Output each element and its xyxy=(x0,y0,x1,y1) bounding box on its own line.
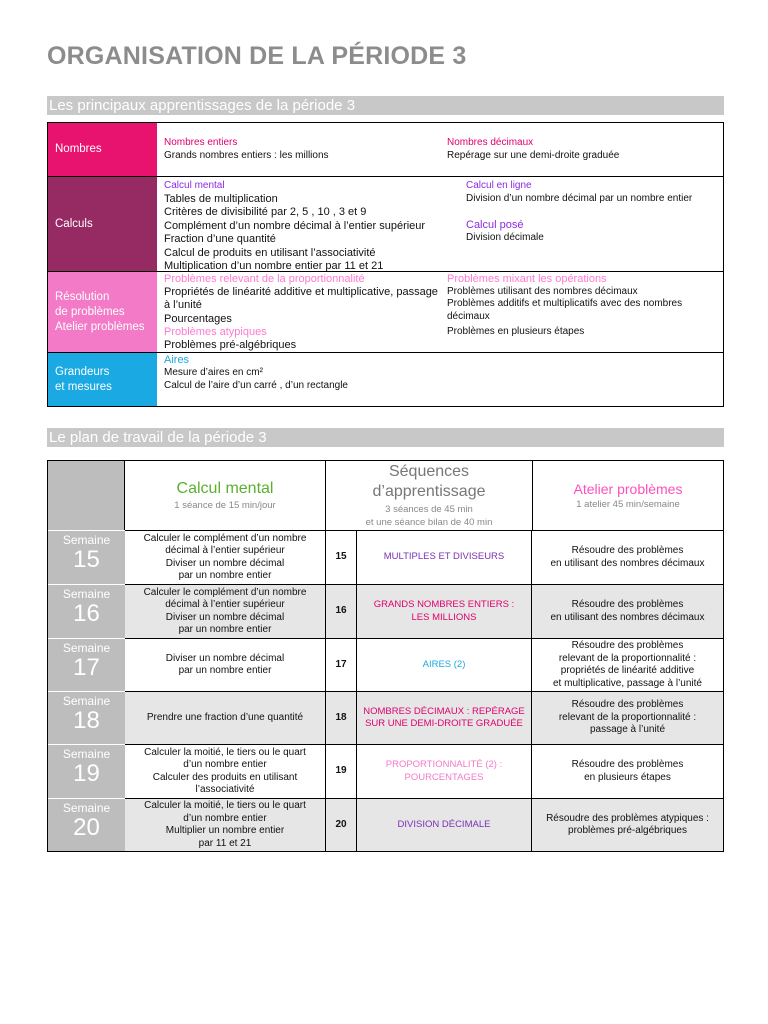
atelier-line: passage à l’unité xyxy=(589,724,666,736)
nombres-right xyxy=(447,137,619,162)
sequence-cell xyxy=(357,639,532,691)
calcul-line: Prendre une fraction d’une quantité xyxy=(146,711,304,723)
seq-line: SUR UNE DEMI-DROITE GRADUÉE xyxy=(365,718,523,729)
calcul-line: Calculer la moitié, le tiers ou le quart xyxy=(144,800,306,811)
atelier-cell xyxy=(532,639,723,691)
label-line: et mesures xyxy=(55,380,112,393)
header-calcul-sub: 1 séance de 15 min/jour xyxy=(174,500,276,511)
sequence-number: 16 xyxy=(326,585,357,638)
atelier-cell xyxy=(532,692,723,744)
label-line: Résolution xyxy=(55,290,110,303)
atelier-line: en utilisant des nombres décimaux xyxy=(550,611,705,623)
seq-line: LES MILLIONS xyxy=(411,611,477,623)
calcul-line: Complément d’un nombre décimal à l’entier supérieur xyxy=(164,219,426,232)
table-row xyxy=(125,691,723,744)
resolution-line: Pourcentages xyxy=(164,312,232,325)
resolution-line: décimaux xyxy=(447,310,490,322)
header-atelier-title: Atelier problèmes xyxy=(573,481,683,497)
table-row xyxy=(125,584,723,638)
label-line: Grandeurs xyxy=(55,365,110,378)
atelier-line: Résoudre des problèmes xyxy=(571,545,684,556)
resolution-left xyxy=(164,273,438,352)
calcul-line: Calculer le complément d’un nombre xyxy=(143,532,307,544)
calcul-line: Calcul de produits en utilisant l’associativité xyxy=(164,246,376,259)
header-atelier-sub: 1 atelier 45 min/semaine xyxy=(576,499,680,510)
sequence-number: 15 xyxy=(326,531,357,584)
sequence-cell xyxy=(357,531,532,584)
label-nombres: Nombres xyxy=(48,123,157,176)
resolution-line: Problèmes pré-algébriques xyxy=(164,338,297,351)
seq-line: AIRES (2) xyxy=(422,658,466,670)
atelier-cell xyxy=(532,585,723,638)
week-cell xyxy=(48,638,125,691)
week-label: Semaine xyxy=(62,533,111,547)
label-resolution xyxy=(48,272,157,352)
grandeurs-left xyxy=(164,354,348,393)
atelier-line: problèmes pré-algébriques xyxy=(568,825,687,836)
calcul-line: Multiplier un nombre entier xyxy=(165,825,285,836)
week-label: Semaine xyxy=(62,641,111,655)
apprentissages-table xyxy=(47,122,724,407)
calcul-mental-cell xyxy=(125,531,326,584)
calcul-line: Diviser un nombre décimal xyxy=(165,611,285,623)
table-row xyxy=(125,798,723,851)
header-seq-title xyxy=(326,462,532,502)
calcul-line: d’un nombre entier xyxy=(183,812,267,824)
atelier-line: Résoudre des problèmes xyxy=(571,640,684,651)
week-cell xyxy=(48,744,125,798)
sequence-cell xyxy=(357,585,532,638)
week-number: 16 xyxy=(73,600,100,627)
sequence-cell xyxy=(357,745,532,798)
calcul-line: décimal à l’entier supérieur xyxy=(165,545,285,556)
row-grandeurs xyxy=(48,352,723,406)
atelier-cell xyxy=(532,531,723,584)
calcul-line: Multiplication d’un nombre entier par 11 et 21 xyxy=(164,260,384,272)
calcul-line: l’associativité xyxy=(195,784,255,795)
table-row xyxy=(125,530,723,584)
seq-line: GRANDS NOMBRES ENTIERS : xyxy=(373,599,515,610)
calcul-line: Calculer le complément d’un nombre xyxy=(143,586,307,598)
week-number: 18 xyxy=(73,707,100,734)
nombres-decimaux-line: Repérage sur une demi-droite graduée xyxy=(447,149,620,161)
calcul-mental-title: Calcul mental xyxy=(164,180,225,191)
week-number: 17 xyxy=(73,654,100,681)
row-nombres xyxy=(48,123,723,176)
week-label: Semaine xyxy=(62,801,111,815)
resolution-line: Problèmes utilisant des nombres décimaux xyxy=(447,285,638,297)
atelier-line: Résoudre des problèmes atypiques : xyxy=(546,812,709,824)
week-label: Semaine xyxy=(62,694,111,708)
calcul-en-ligne-line: Division d’un nombre décimal par un nombre entier xyxy=(466,192,693,204)
atelier-line: et multiplicative, passage à l’unité xyxy=(553,677,702,689)
header-seq-subline: 3 séances de 45 min xyxy=(385,504,473,515)
header-calcul xyxy=(125,461,326,530)
header-calcul-title: Calcul mental xyxy=(176,480,274,497)
resolution-line: Problèmes additifs et multiplicatifs avec des nombres xyxy=(447,298,683,309)
week-number: 20 xyxy=(73,814,100,841)
header-seq-subline: et une séance bilan de 40 min xyxy=(365,517,493,528)
atelier-cell xyxy=(532,745,723,798)
week-number: 15 xyxy=(73,546,100,573)
label-line: Atelier problèmes xyxy=(55,320,145,333)
header-seq-line: d’apprentissage xyxy=(372,483,486,500)
header-corner xyxy=(48,461,125,530)
calcul-line: Diviser un nombre décimal xyxy=(165,557,285,569)
atelier-line: Résoudre des problèmes xyxy=(571,699,684,711)
label-line: de problèmes xyxy=(55,305,125,318)
calcul-line: par un nombre entier xyxy=(178,570,272,581)
atelier-line: propriétés de linéarité additive xyxy=(560,665,695,676)
week-label: Semaine xyxy=(62,587,111,601)
calcul-pose-line: Division décimale xyxy=(466,231,544,243)
proportionnalite-title: Problèmes relevant de la proportionnalité xyxy=(164,273,365,285)
calcul-line: Tables de multiplication xyxy=(164,192,278,205)
sequence-number: 17 xyxy=(326,639,357,691)
calcul-pose-title: Calcul posé xyxy=(466,219,524,231)
calcul-line: par un nombre entier xyxy=(178,624,272,635)
calcul-mental-cell xyxy=(125,639,326,691)
nombres-entiers-line: Grands nombres entiers : les millions xyxy=(164,149,329,161)
calculs-left xyxy=(164,180,425,274)
header-seq-line: Séquences xyxy=(388,463,470,480)
calcul-line: décimal à l’entier supérieur xyxy=(165,599,285,610)
sequence-number: 19 xyxy=(326,745,357,798)
sequence-number: 18 xyxy=(326,692,357,744)
calcul-line: Diviser un nombre décimal xyxy=(165,652,285,664)
row-calculs xyxy=(48,176,723,271)
header-atelier xyxy=(533,461,723,530)
atelier-cell xyxy=(532,799,723,851)
grandeurs-line: Mesure d’aires en cm² xyxy=(164,366,263,378)
calcul-en-ligne-title: Calcul en ligne xyxy=(466,180,532,191)
seq-line: PROPORTIONNALITÉ (2) : xyxy=(385,759,503,770)
calcul-mental-cell xyxy=(125,585,326,638)
resolution-line: Propriétés de linéarité additive et multiplicative, passage xyxy=(164,285,438,298)
mixant-title: Problèmes mixant les opérations xyxy=(447,273,607,285)
section-header-plan: Le plan de travail de la période 3 xyxy=(47,428,724,447)
label-calculs: Calculs xyxy=(48,177,157,271)
calcul-line: Fraction d’une quantité xyxy=(164,233,276,245)
nombres-entiers-title: Nombres entiers xyxy=(164,137,238,148)
calcul-line: par un nombre entier xyxy=(178,665,272,676)
label-grandeurs xyxy=(48,353,157,406)
seq-line: DIVISION DÉCIMALE xyxy=(397,818,491,830)
table-row xyxy=(125,744,723,798)
grandeurs-line: Calcul de l’aire d’un carré , d’un rectangle xyxy=(164,380,348,391)
week-number: 19 xyxy=(73,760,100,787)
calcul-mental-cell xyxy=(125,692,326,744)
atelier-line: en utilisant des nombres décimaux xyxy=(550,557,705,569)
calcul-line: par 11 et 21 xyxy=(198,837,252,849)
header-seq xyxy=(326,461,533,530)
plan-table xyxy=(47,460,724,852)
row-resolution xyxy=(48,271,723,352)
sequence-cell xyxy=(357,692,532,744)
atypiques-title: Problèmes atypiques xyxy=(164,326,267,338)
page-title: ORGANISATION DE LA PÉRIODE 3 xyxy=(47,42,467,70)
calcul-line: d’un nombre entier xyxy=(183,759,267,770)
header-seq-sub xyxy=(326,503,532,529)
calculs-right xyxy=(466,180,692,244)
resolution-line: Problèmes en plusieurs étapes xyxy=(447,326,585,337)
calcul-line: Calculer des produits en utilisant xyxy=(152,771,298,783)
sequence-cell xyxy=(357,799,532,851)
week-label: Semaine xyxy=(62,747,111,761)
aires-title: Aires xyxy=(164,354,190,366)
week-cell xyxy=(48,691,125,744)
table-row xyxy=(125,638,723,691)
seq-line: NOMBRES DÉCIMAUX : REPÉRAGE xyxy=(363,705,525,717)
atelier-line: Résoudre des problèmes xyxy=(571,759,684,770)
nombres-left xyxy=(164,137,329,162)
calcul-line: Critères de divisibilité par 2, 5 , 10 , 3 et 9 xyxy=(164,206,367,218)
calcul-mental-cell xyxy=(125,745,326,798)
atelier-line: relevant de la proportionnalité : xyxy=(558,711,697,723)
atelier-line: en plusieurs étapes xyxy=(584,771,671,783)
seq-line: POURCENTAGES xyxy=(404,771,484,783)
calcul-mental-cell xyxy=(125,799,326,851)
week-cell xyxy=(48,798,125,851)
resolution-right xyxy=(447,273,682,339)
section-header-apprentissages: Les principaux apprentissages de la période 3 xyxy=(47,96,724,115)
week-cell xyxy=(48,530,125,584)
sequence-number: 20 xyxy=(326,799,357,851)
calcul-line: Calculer la moitié, le tiers ou le quart xyxy=(144,746,306,758)
week-cell xyxy=(48,584,125,638)
seq-line: MULTIPLES ET DIVISEURS xyxy=(383,551,505,563)
resolution-line: à l’unité xyxy=(164,299,202,311)
atelier-line: Résoudre des problèmes xyxy=(571,599,684,610)
nombres-decimaux-title: Nombres décimaux xyxy=(447,137,534,148)
atelier-line: relevant de la proportionnalité : xyxy=(558,652,697,664)
